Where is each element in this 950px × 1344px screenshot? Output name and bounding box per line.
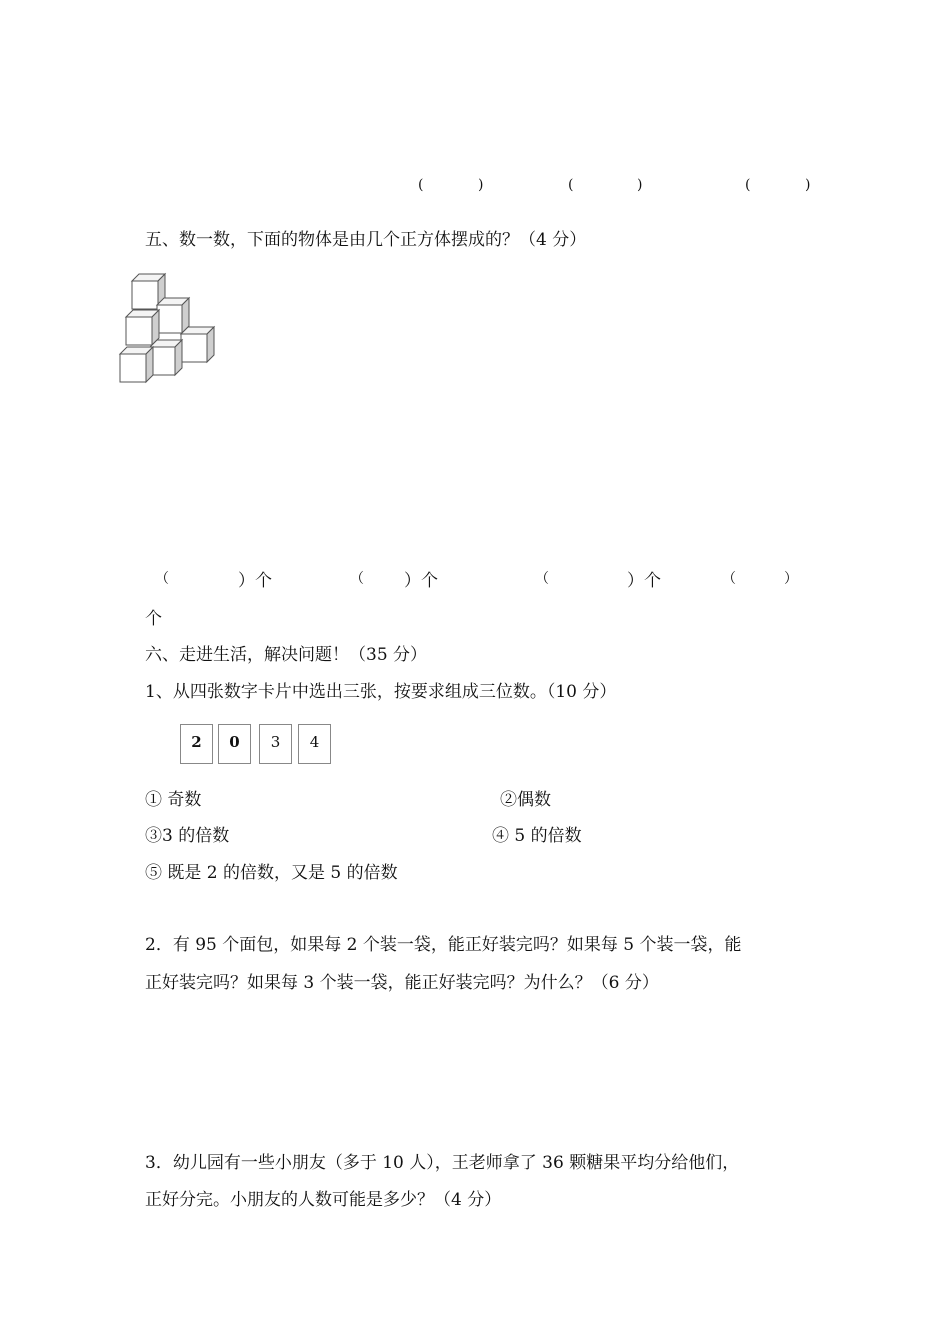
blank-1-open: ( [418,177,424,193]
section5-heading: 五、数一数，下面的物体是由几个正方体摆成的？（4 分） [145,230,587,250]
answer-4-open: （ [722,571,736,587]
blank-3-open: ( [745,177,751,193]
answer-3-open: （ [535,571,549,587]
answer-3-close: ）个 [627,571,661,591]
answer-4-close: ） [784,571,798,587]
answer-2-close: ）个 [404,571,438,591]
q3-line-1: 3．幼儿园有一些小朋友（多于 10 人），王老师拿了 36 颗糖果平均分给他们， [145,1153,740,1173]
q1-item-multiple-5: ④ 5 的倍数 [492,826,582,846]
q1-item-even: ②偶数 [500,790,551,810]
blank-1-close: ) [478,177,484,193]
blank-3-close: ) [805,177,811,193]
digit-card-3: 3 [259,724,292,764]
section6-heading: 六、走进生活，解决问题！（35 分） [145,645,428,665]
q1-item-odd: ① 奇数 [145,790,202,810]
digit-card-2: 2 [180,724,213,764]
answer-2-open: （ [350,571,364,587]
q1-text: 1、从四张数字卡片中选出三张，按要求组成三位数。（10 分） [145,682,617,702]
q1-item-multiple-2-and-5: ⑤ 既是 2 的倍数，又是 5 的倍数 [145,863,398,883]
answer-4-unit: 个 [145,609,162,629]
answer-1-close: ）个 [238,571,272,591]
digit-card-4: 4 [298,724,331,764]
digit-card-0: 0 [218,724,251,764]
blank-2-open: ( [568,177,574,193]
q1-item-multiple-3: ③3 的倍数 [145,826,230,846]
cube-stack-figure [112,268,222,388]
q3-line-2: 正好分完。小朋友的人数可能是多少？（4 分） [145,1190,502,1210]
answer-1-open: （ [155,571,169,587]
q2-line-2: 正好装完吗？如果每 3 个装一袋，能正好装完吗？为什么？（6 分） [145,973,659,993]
blank-2-close: ) [637,177,643,193]
q2-line-1: 2．有 95 个面包，如果每 2 个装一袋，能正好装完吗？如果每 5 个装一袋，能 [145,935,742,955]
